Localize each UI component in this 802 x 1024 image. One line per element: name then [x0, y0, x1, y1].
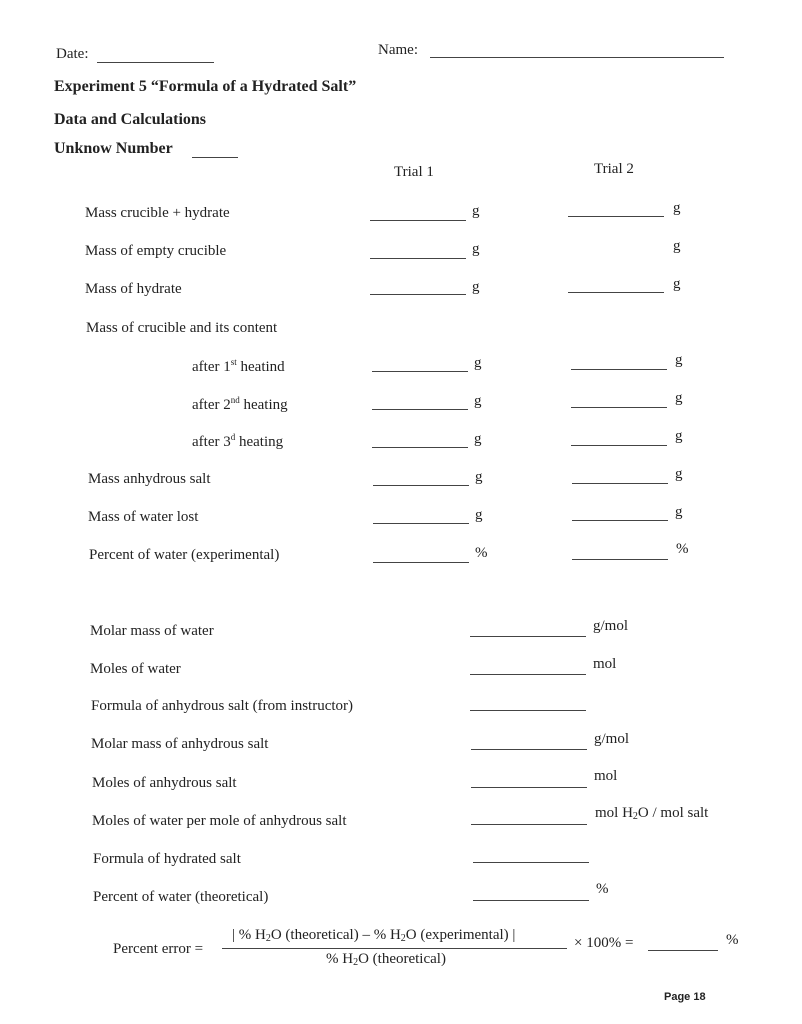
trial2-field[interactable] [571, 407, 667, 408]
unit: % [596, 881, 609, 897]
unit: g [474, 431, 482, 447]
calc-label: Percent of water (theoretical) [93, 889, 269, 905]
row-label: Mass anhydrous salt [88, 471, 211, 487]
trial1-field[interactable] [373, 485, 469, 486]
percent-error-denominator: % $H_2O$ (theoretical) [326, 951, 446, 968]
trial1-field[interactable] [372, 371, 468, 372]
calc-field[interactable] [473, 900, 589, 901]
trial2-header: Trial 2 [594, 161, 634, 177]
trial1-field[interactable] [373, 562, 469, 563]
unit: g [675, 352, 683, 368]
unit: g/mol [594, 731, 630, 747]
unit: g [475, 507, 483, 523]
unit: g [474, 355, 482, 371]
calc-field[interactable] [470, 636, 586, 637]
calc-field[interactable] [470, 674, 586, 675]
percent-error-multiplier: × 100% = [574, 935, 634, 951]
percent-error-label: Percent error = [113, 941, 204, 957]
name-field[interactable] [430, 57, 724, 58]
calc-label: Formula of anhydrous salt (from instructor) [91, 698, 354, 714]
row-label: after 3$^d$ heating [192, 432, 284, 450]
unit: g/mol [593, 618, 629, 634]
unit: g [475, 469, 483, 485]
trial2-field[interactable] [572, 520, 668, 521]
section-title: Data and Calculations [54, 111, 207, 128]
unit: g [472, 241, 480, 257]
trial1-field[interactable] [372, 409, 468, 410]
unit: % [676, 541, 689, 557]
calc-label: Moles of water [90, 661, 181, 677]
unit: g [472, 279, 480, 295]
calc-field[interactable] [471, 749, 587, 750]
row-label: Mass of empty crucible [85, 243, 227, 259]
unit: g [675, 504, 683, 520]
trial2-field[interactable] [571, 369, 667, 370]
row-label: Percent of water (experimental) [89, 547, 280, 563]
percent-error-field[interactable] [648, 950, 718, 951]
trial2-field[interactable] [568, 216, 664, 217]
date-label: Date: [56, 46, 89, 62]
experiment-title: Experiment 5 “Formula of a Hydrated Salt” [54, 78, 357, 95]
row-label: Mass of crucible and its content [86, 320, 278, 336]
unit: g [673, 276, 681, 292]
trial2-field[interactable] [568, 292, 664, 293]
row-label: after 1st heatind [192, 357, 285, 375]
trial2-field[interactable] [572, 559, 668, 560]
calc-field[interactable] [470, 710, 586, 711]
trial1-field[interactable] [373, 523, 469, 524]
trial1-field[interactable] [370, 220, 466, 221]
calc-label: Moles of anhydrous salt [92, 775, 237, 791]
unit: mol [593, 656, 617, 672]
unit: % [726, 932, 739, 948]
calc-label: Formula of hydrated salt [93, 851, 241, 867]
unknown-number-field[interactable] [192, 157, 238, 158]
trial1-header: Trial 1 [394, 164, 434, 180]
trial1-field[interactable] [370, 294, 466, 295]
unit: g [675, 390, 683, 406]
unit: g [474, 393, 482, 409]
trial1-field[interactable] [370, 258, 466, 259]
name-label: Name: [378, 42, 418, 58]
calc-label: Molar mass of water [90, 623, 214, 639]
row-label: after 2nd heating [192, 395, 288, 413]
unit: g [472, 203, 480, 219]
unit: mol [594, 768, 618, 784]
unit: g [673, 238, 681, 254]
unit: g [675, 428, 683, 444]
row-label: Mass of water lost [88, 509, 199, 525]
calc-field[interactable] [471, 787, 587, 788]
unit: g [675, 466, 683, 482]
unit: % [475, 545, 488, 561]
calc-label: Molar mass of anhydrous salt [91, 736, 269, 752]
calc-field[interactable] [471, 824, 587, 825]
unknown-number-label: Unknow Number [54, 140, 173, 157]
page-number: Page 18 [664, 991, 706, 1003]
unit: g [673, 200, 681, 216]
row-label: Mass of hydrate [85, 281, 182, 297]
date-field[interactable] [97, 62, 214, 63]
calc-field[interactable] [473, 862, 589, 863]
fraction-bar [222, 948, 567, 949]
unit: mol $H_2O$ / mol salt [595, 805, 709, 822]
percent-error-numerator: | % $H_2O$ (theoretical) – % $H_2O$ (experimental) | [232, 927, 516, 944]
trial1-field[interactable] [372, 447, 468, 448]
trial2-field[interactable] [571, 445, 667, 446]
row-label: Mass crucible + hydrate [85, 205, 230, 221]
calc-label: Moles of water per mole of anhydrous salt [92, 813, 347, 829]
trial2-field[interactable] [572, 483, 668, 484]
